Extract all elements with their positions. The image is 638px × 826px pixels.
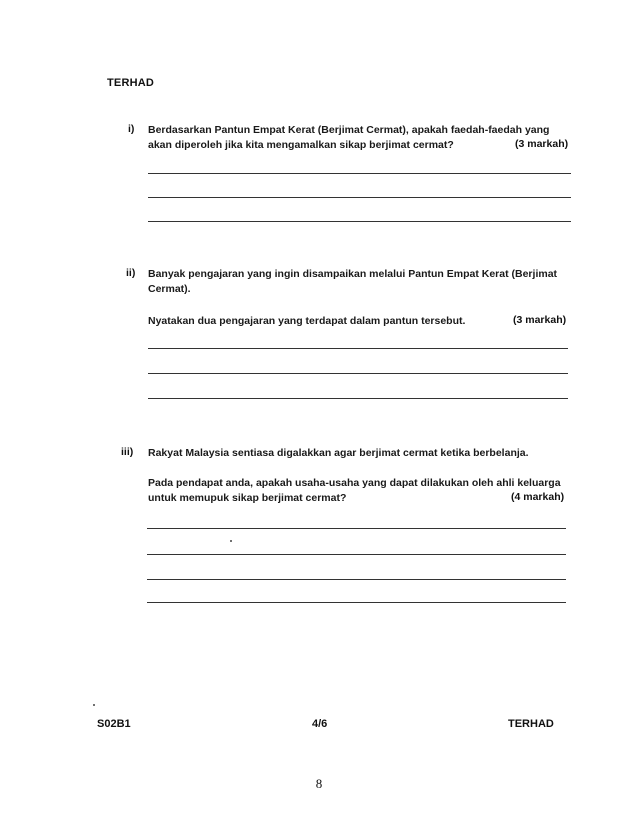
question-number: ii)	[126, 267, 136, 279]
question-text-line-2: Cermat).	[148, 283, 191, 295]
marks-label: (3 markah)	[515, 138, 569, 150]
answer-line[interactable]	[148, 197, 571, 198]
question-text-line-1: Berdasarkan Pantun Empat Kerat (Berjimat Cermat), apakah faedah-faedah yang	[148, 124, 550, 136]
footer-page: 4/6	[312, 718, 328, 730]
page-number: 8	[315, 776, 323, 791]
answer-line[interactable]	[148, 398, 568, 399]
instruction-emphasis: dua	[197, 315, 217, 327]
instruction-pre: Nyatakan	[148, 315, 198, 327]
scan-speck	[93, 704, 95, 706]
answer-line[interactable]	[148, 173, 571, 174]
question-text-line-2: Pada pendapat anda, apakah usaha-usaha yang dapat dilakukan oleh ahli keluarga	[148, 477, 561, 489]
instruction-post: pengajaran yang terdapat dalam pantun tersebut.	[216, 315, 466, 327]
question-text-line-1: Rakyat Malaysia sentiasa digalakkan agar berjimat cermat ketika berbelanja.	[148, 447, 529, 459]
answer-line[interactable]	[147, 528, 566, 529]
question-number: i)	[128, 123, 135, 135]
answer-line[interactable]	[148, 221, 571, 222]
marks-label: (3 markah)	[513, 314, 567, 326]
classification-header: TERHAD	[107, 77, 155, 89]
scan-speck	[230, 540, 232, 542]
marks-label: (4 markah)	[511, 491, 565, 503]
question-text-line-3: untuk memupuk sikap berjimat cermat?	[148, 492, 347, 504]
question-number: iii)	[121, 446, 134, 458]
answer-line[interactable]	[147, 554, 566, 555]
answer-line[interactable]	[148, 348, 568, 349]
footer-classification: TERHAD	[508, 718, 554, 730]
footer-code: S02B1	[97, 718, 131, 730]
question-text-line-2: akan diperoleh jika kita mengamalkan sikap berjimat cermat?	[148, 139, 454, 151]
answer-line[interactable]	[147, 602, 566, 603]
question-instruction	[148, 314, 573, 329]
answer-line[interactable]	[148, 373, 568, 374]
question-text-line-1: Banyak pengajaran yang ingin disampaikan melalui Pantun Empat Kerat (Berjimat	[148, 268, 558, 280]
answer-line[interactable]	[147, 579, 566, 580]
